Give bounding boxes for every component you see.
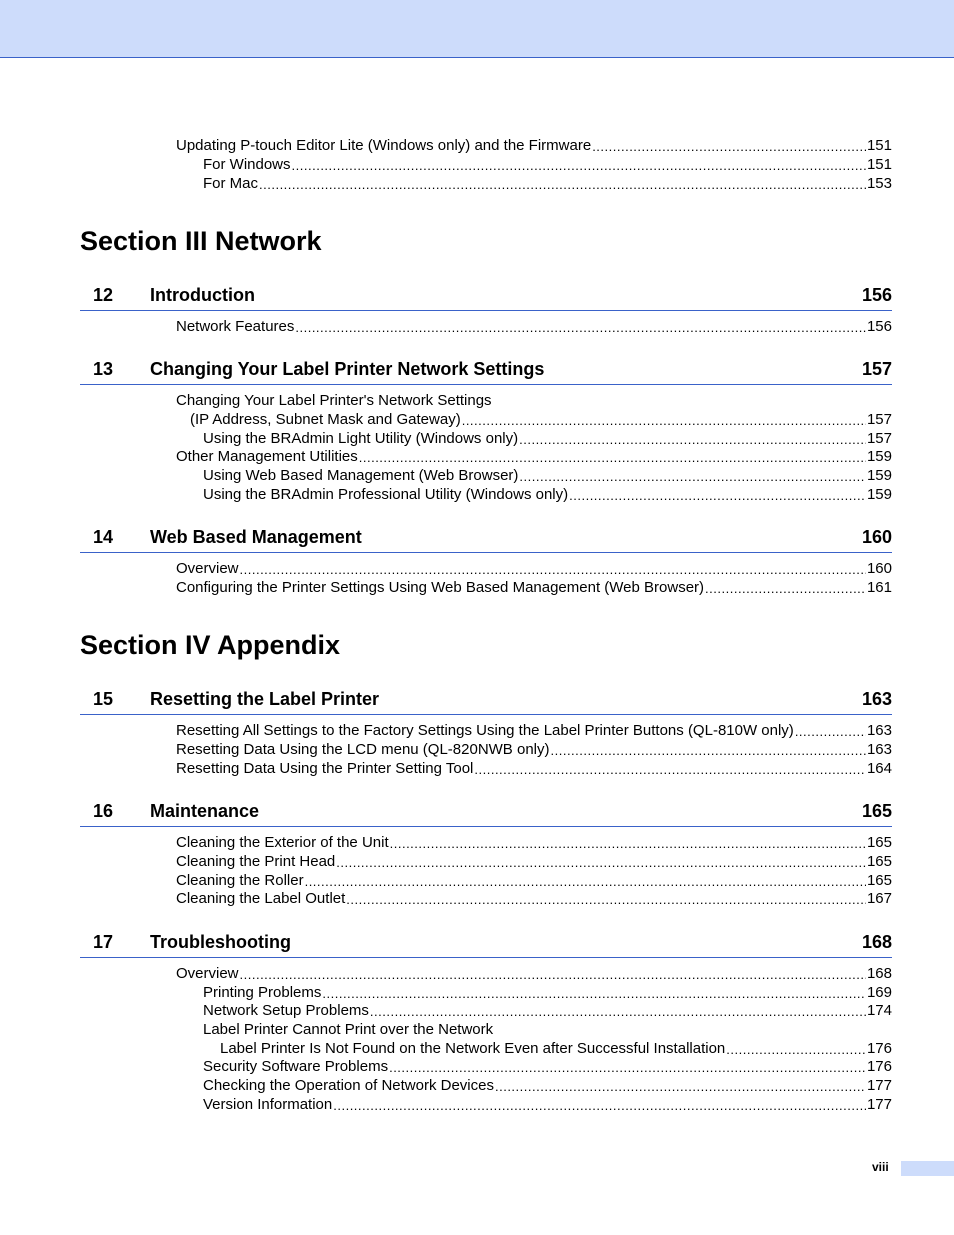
toc-entry-label: Resetting Data Using the LCD menu (QL-820NWB only) (176, 741, 550, 758)
toc-entry-label: Checking the Operation of Network Devices (203, 1077, 494, 1094)
toc-entry-page: 165 (866, 834, 892, 851)
toc-entry-page: 177 (866, 1096, 892, 1113)
dot-leader (519, 469, 866, 485)
dot-leader (240, 562, 866, 578)
toc-entry-label: Overview (176, 560, 239, 577)
dot-leader (569, 488, 866, 504)
chapter-title: Troubleshooting (150, 932, 291, 952)
toc-entry-label: Using the BRAdmin Professional Utility (Windows only) (203, 486, 569, 503)
chapter-heading[interactable] (80, 281, 892, 311)
dot-leader (592, 139, 866, 155)
dot-leader (705, 581, 866, 597)
toc-entry[interactable] (203, 984, 892, 1002)
dot-leader (462, 413, 866, 429)
toc-entry-page: 151 (866, 137, 892, 154)
toc-entry[interactable] (203, 1002, 892, 1020)
toc-subheading: Label Printer Cannot Print over the Network (203, 1021, 494, 1038)
toc-entry[interactable] (176, 872, 892, 890)
toc-entry[interactable] (176, 741, 892, 759)
toc-entry-label: Network Features (176, 318, 295, 335)
section-title: Section III Network (80, 226, 322, 256)
chapter-page: 156 (861, 285, 892, 305)
toc-entry-label: Security Software Problems (203, 1058, 389, 1075)
chapter-page: 168 (861, 932, 892, 952)
dot-leader (322, 986, 866, 1002)
toc-entry-label: Cleaning the Label Outlet (176, 890, 346, 907)
toc-entry[interactable] (203, 1077, 892, 1095)
chapter-heading[interactable] (80, 928, 892, 958)
toc-entry-page: 156 (866, 318, 892, 335)
dot-leader (333, 1098, 866, 1114)
toc-entry-page: 167 (866, 890, 892, 907)
chapter-number: 13 (93, 359, 114, 379)
toc-entry-page: 176 (866, 1058, 892, 1075)
toc-entry-label: For Windows (203, 156, 291, 173)
toc-entry[interactable] (176, 760, 892, 778)
toc-entry-page: 163 (866, 722, 892, 739)
toc-entry-label: Using the BRAdmin Light Utility (Windows only) (203, 430, 519, 447)
toc-entry[interactable] (203, 1058, 892, 1076)
chapter-heading[interactable] (80, 355, 892, 385)
toc-entry-label: Cleaning the Print Head (176, 853, 336, 870)
toc-entry[interactable] (220, 1040, 892, 1058)
toc-entry-label: Cleaning the Roller (176, 872, 304, 889)
dot-leader (359, 450, 866, 466)
chapter-page: 160 (861, 527, 892, 547)
toc-entry-page: 168 (866, 965, 892, 982)
section-title: Section IV Appendix (80, 630, 341, 660)
toc-entry-page: 161 (866, 579, 892, 596)
dot-leader (519, 432, 866, 448)
toc-entry[interactable] (176, 965, 892, 983)
toc-entry-label: Using Web Based Management (Web Browser) (203, 467, 519, 484)
toc-entry-page: 159 (866, 486, 892, 503)
chapter-title: Introduction (150, 285, 255, 305)
toc-entry-page: 153 (866, 175, 892, 192)
chapter-number: 16 (93, 801, 114, 821)
toc-entry-label: Network Setup Problems (203, 1002, 369, 1019)
toc-entry[interactable] (176, 890, 892, 908)
dot-leader (346, 892, 866, 908)
dot-leader (240, 967, 866, 983)
toc-entry-label: Resetting Data Using the Printer Setting Tool (176, 760, 474, 777)
toc-entry-label: Other Management Utilities (176, 448, 358, 465)
toc-entry-label: Updating P-touch Editor Lite (Windows only) and the Firmware (176, 137, 592, 154)
toc-entry-label: Configuring the Printer Settings Using Web Based Management (Web Browser) (176, 579, 705, 596)
chapter-heading[interactable] (80, 797, 892, 827)
toc-entry-page: 169 (866, 984, 892, 1001)
toc-entry[interactable] (203, 175, 892, 193)
dot-leader (370, 1004, 866, 1020)
toc-entry-page: 159 (866, 448, 892, 465)
toc-entry-page: 165 (866, 853, 892, 870)
toc-entry-page: 151 (866, 156, 892, 173)
toc-entry-label: (IP Address, Subnet Mask and Gateway) (190, 411, 461, 428)
chapter-number: 14 (93, 527, 114, 547)
dot-leader (389, 1060, 866, 1076)
toc-entry[interactable] (176, 448, 892, 466)
toc-entry[interactable] (176, 579, 892, 597)
toc-entry[interactable] (203, 156, 892, 174)
toc-entry-label: Cleaning the Exterior of the Unit (176, 834, 389, 851)
toc-entry-page: 174 (866, 1002, 892, 1019)
chapter-number: 15 (93, 689, 114, 709)
dot-leader (474, 762, 866, 778)
chapter-heading[interactable] (80, 523, 892, 553)
toc-entry-page: 176 (866, 1040, 892, 1057)
toc-entry-page: 157 (866, 430, 892, 447)
dot-leader (551, 743, 866, 759)
chapter-title: Web Based Management (150, 527, 362, 547)
chapter-page: 157 (861, 359, 892, 379)
dot-leader (259, 177, 866, 193)
toc-heading: Changing Your Label Printer's Network Settings (176, 392, 492, 409)
chapter-title: Changing Your Label Printer Network Settings (150, 359, 545, 379)
dot-leader (795, 724, 866, 740)
toc-entry-page: 163 (866, 741, 892, 758)
dot-leader (390, 836, 866, 852)
dot-leader (726, 1042, 866, 1058)
chapter-heading[interactable] (80, 685, 892, 715)
header-band (0, 0, 954, 58)
chapter-page: 163 (861, 689, 892, 709)
toc-entry-page: 157 (866, 411, 892, 428)
toc-entry[interactable] (203, 1096, 892, 1114)
toc-entry[interactable] (203, 430, 892, 448)
toc-entry[interactable] (176, 137, 892, 155)
dot-leader (336, 855, 866, 871)
chapter-page: 165 (861, 801, 892, 821)
toc-entry-label: Overview (176, 965, 239, 982)
toc-entry-label: Version Information (203, 1096, 333, 1113)
toc-entry-page: 159 (866, 467, 892, 484)
toc-entry-label: Printing Problems (203, 984, 322, 1001)
toc-entry-page: 165 (866, 872, 892, 889)
chapter-number: 12 (93, 285, 114, 305)
chapter-title: Resetting the Label Printer (150, 689, 380, 709)
toc-entry[interactable] (190, 411, 892, 429)
page-number: viii (872, 1160, 889, 1174)
toc-entry-page: 177 (866, 1077, 892, 1094)
dot-leader (292, 158, 866, 174)
toc-entry[interactable] (176, 318, 892, 336)
toc-entry-page: 164 (866, 760, 892, 777)
toc-entry[interactable] (176, 560, 892, 578)
toc-entry[interactable] (203, 486, 892, 504)
dot-leader (495, 1079, 866, 1095)
footer-tab (901, 1161, 954, 1176)
dot-leader (295, 320, 866, 336)
toc-entry[interactable] (203, 467, 892, 485)
toc-entry[interactable] (176, 722, 892, 740)
toc-entry-label: For Mac (203, 175, 259, 192)
toc-entry-label: Label Printer Is Not Found on the Network Even after Successful Installation (220, 1040, 726, 1057)
chapter-title: Maintenance (150, 801, 260, 821)
toc-entry[interactable] (176, 853, 892, 871)
dot-leader (305, 874, 866, 890)
toc-entry[interactable] (176, 834, 892, 852)
toc-entry-label: Resetting All Settings to the Factory Settings Using the Label Printer Buttons (QL-810W only) (176, 722, 794, 739)
chapter-number: 17 (93, 932, 114, 952)
toc-entry-page: 160 (866, 560, 892, 577)
